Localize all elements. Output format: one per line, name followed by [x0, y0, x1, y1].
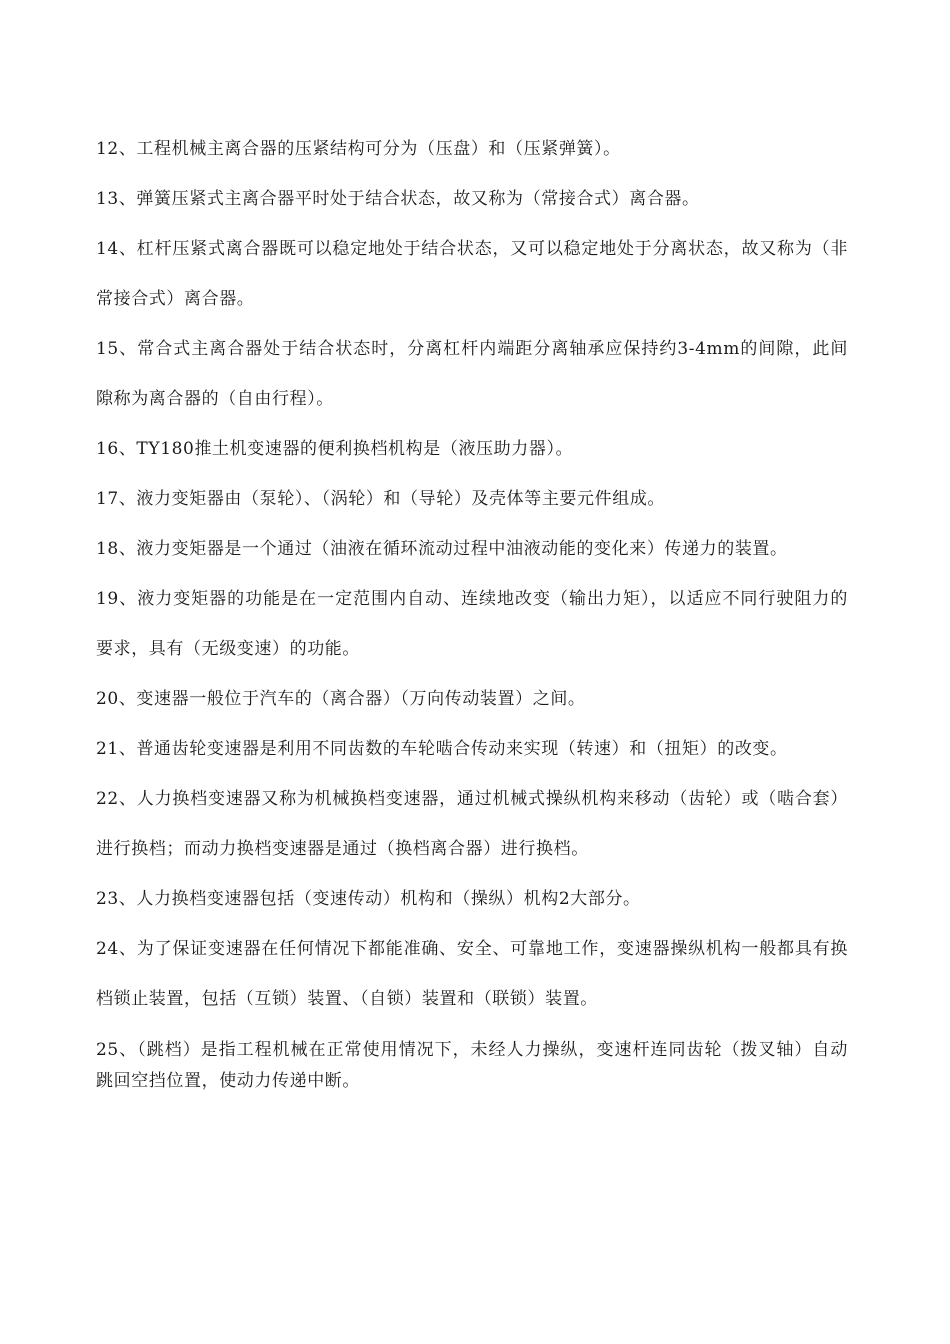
- question-22: 22、人力换档变速器又称为机械换档变速器，通过机械式操纵机构来移动（齿轮）或（啮合套）进行换档；而动力换档变速器是通过（换档离合器）进行换档。: [96, 789, 848, 859]
- document-body: [96, 124, 848, 1097]
- question-19: 19、液力变矩器的功能是在一定范围内自动、连续地改变（输出力矩），以适应不同行驶阻力的要求，具有（无级变速）的功能。: [96, 589, 848, 659]
- question-16: 16、TY180推土机变速器的便利换档机构是（液压助力器）。: [96, 439, 574, 459]
- question-25: 25、（跳档）是指工程机械在正常使用情况下，未经人力操纵，变速杆连同齿轮（拨叉轴）自动跳回空挡位置，使动力传递中断。: [96, 1040, 848, 1091]
- question-18: 18、液力变矩器是一个通过（油液在循环流动过程中油液动能的变化来）传递力的装置。: [96, 539, 788, 559]
- question-12: 12、工程机械主离合器的压紧结构可分为（压盘）和（压紧弹簧）。: [96, 139, 621, 159]
- question-20: 20、变速器一般位于汽车的（离合器）（万向传动装置）之间。: [96, 689, 586, 709]
- question-21: 21、普通齿轮变速器是利用不同齿数的车轮啮合传动来实现（转速）和（扭矩）的改变。: [96, 739, 788, 759]
- question-14: 14、杠杆压紧式离合器既可以稳定地处于结合状态，又可以稳定地处于分离状态，故又称为（非常接合式）离合器。: [96, 239, 848, 309]
- question-17: 17、液力变矩器由（泵轮）、（涡轮）和（导轮）及壳体等主要元件组成。: [96, 489, 666, 509]
- question-24: 24、为了保证变速器在任何情况下都能准确、安全、可靠地工作，变速器操纵机构一般都具有换档锁止装置，包括（互锁）装置、（自锁）装置和（联锁）装置。: [96, 939, 848, 1009]
- question-13: 13、弹簧压紧式主离合器平时处于结合状态，故又称为（常接合式）离合器。: [96, 189, 700, 209]
- question-15: 15、常合式主离合器处于结合状态时，分离杠杆内端距分离轴承应保持约3-4mm的间隙，此间隙称为离合器的（自由行程）。: [96, 339, 848, 409]
- question-23: 23、人力换档变速器包括（变速传动）机构和（操纵）机构2大部分。: [96, 889, 641, 909]
